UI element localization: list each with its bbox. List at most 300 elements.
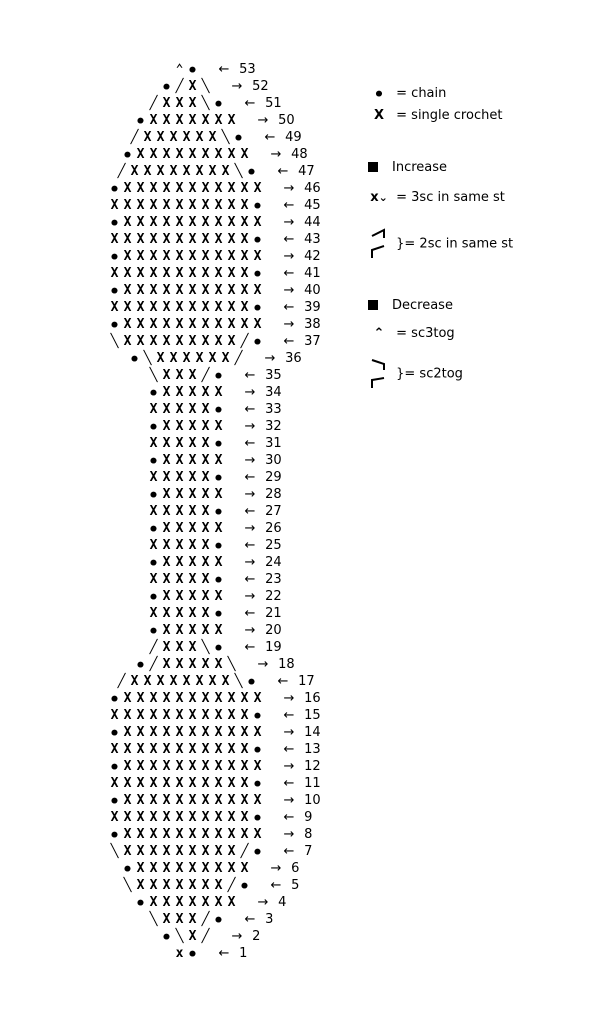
stitch: X xyxy=(240,708,249,723)
row-number: 43 xyxy=(300,232,321,247)
stitch: X xyxy=(110,708,119,723)
stitch: X xyxy=(214,793,223,808)
stitch: ╲ xyxy=(201,79,210,94)
row-direction-arrow: → xyxy=(283,215,295,230)
legend-decrease-sc2tog-text: }= sc2tog xyxy=(396,366,463,382)
stitch: X xyxy=(240,147,249,162)
chain-stitch: ⦁ xyxy=(254,232,261,247)
row-direction-arrow: ← xyxy=(277,164,289,179)
row-number: 6 xyxy=(287,861,300,876)
stitch: X xyxy=(169,351,178,366)
stitch: X xyxy=(240,232,249,247)
stitch: X xyxy=(201,844,210,859)
row-number: 7 xyxy=(300,844,313,859)
stitch: X xyxy=(175,436,184,451)
chain-stitch: ⦁ xyxy=(215,504,222,519)
stitch: X xyxy=(201,572,210,587)
stitch: X xyxy=(182,351,191,366)
stitch: X xyxy=(149,895,158,910)
row-number: 5 xyxy=(287,878,300,893)
stitch: X xyxy=(253,317,262,332)
stitch: X xyxy=(188,827,197,842)
stitch: X xyxy=(201,419,210,434)
legend-chain-text: = chain xyxy=(396,86,447,101)
stitch: X xyxy=(253,215,262,230)
stitch: X xyxy=(253,793,262,808)
stitch: X xyxy=(188,198,197,213)
chart-row xyxy=(121,857,299,874)
stitch: X xyxy=(201,504,210,519)
stitch: ╱ xyxy=(149,657,158,672)
chain-stitch: ⦁ xyxy=(163,929,170,944)
stitch: X xyxy=(136,742,145,757)
stitch: ╱ xyxy=(117,164,126,179)
stitch: X xyxy=(149,283,158,298)
chart-row xyxy=(147,636,282,653)
stitch: X xyxy=(208,130,217,145)
stitch: X xyxy=(201,266,210,281)
stitch: X xyxy=(143,130,152,145)
stitch: X xyxy=(110,300,119,315)
stitch: X xyxy=(188,504,197,519)
stitch: X xyxy=(201,657,210,672)
chart-row xyxy=(147,500,282,517)
stitch: X xyxy=(227,776,236,791)
row-direction-arrow: ← xyxy=(244,912,256,927)
row-number: 21 xyxy=(261,606,282,621)
stitch: X xyxy=(188,419,197,434)
row-direction-arrow: ← xyxy=(218,946,230,961)
row-direction-arrow: → xyxy=(244,589,256,604)
chart-row xyxy=(147,466,282,483)
stitch: X xyxy=(123,198,132,213)
stitch: ╲ xyxy=(234,164,243,179)
stitch: X xyxy=(201,878,210,893)
stitch: X xyxy=(175,776,184,791)
stitch: X xyxy=(162,453,171,468)
stitch: X xyxy=(201,606,210,621)
stitch: X xyxy=(201,249,210,264)
stitch: X xyxy=(175,232,184,247)
chart-row xyxy=(147,585,282,602)
stitch: X xyxy=(188,861,197,876)
legend-single-crochet-text: = single crochet xyxy=(396,108,503,123)
stitch: ╲ xyxy=(123,878,132,893)
stitch: X xyxy=(214,810,223,825)
stitch: X xyxy=(240,266,249,281)
chart-row xyxy=(121,874,299,891)
stitch: ⌃ xyxy=(175,62,184,77)
row-direction-arrow: ← xyxy=(277,674,289,689)
stitch: X xyxy=(175,793,184,808)
row-direction-arrow: ← xyxy=(244,606,256,621)
row-number: 31 xyxy=(261,436,282,451)
stitch: X xyxy=(175,572,184,587)
row-direction-arrow: → xyxy=(231,79,243,94)
stitch: X xyxy=(214,725,223,740)
stitch: ╲ xyxy=(201,96,210,111)
stitch: ╲ xyxy=(221,130,230,145)
stitch: X xyxy=(214,385,223,400)
chart-row xyxy=(173,58,256,75)
stitch: X xyxy=(227,827,236,842)
stitch: X xyxy=(175,419,184,434)
stitch: X xyxy=(195,674,204,689)
chart-row xyxy=(108,738,321,755)
chart-row xyxy=(147,483,282,500)
chart-row xyxy=(147,568,282,585)
stitch: X xyxy=(149,402,158,417)
stitch: X xyxy=(123,283,132,298)
stitch: X xyxy=(162,487,171,502)
stitch: ╱ xyxy=(240,334,249,349)
stitch: X xyxy=(149,572,158,587)
stitch: X xyxy=(162,215,171,230)
stitch: X xyxy=(123,266,132,281)
stitch: X xyxy=(227,793,236,808)
stitch: X xyxy=(188,300,197,315)
row-direction-arrow: ← xyxy=(244,368,256,383)
chart-row xyxy=(134,653,295,670)
chain-stitch: ⦁ xyxy=(111,691,118,706)
row-number: 52 xyxy=(248,79,269,94)
stitch: X xyxy=(136,334,145,349)
chain-stitch: ⦁ xyxy=(111,317,118,332)
chain-icon: ⦁ xyxy=(375,86,383,101)
stitch: X xyxy=(149,810,158,825)
chart-row xyxy=(108,823,312,840)
row-direction-arrow: ← xyxy=(244,640,256,655)
stitch: X xyxy=(201,759,210,774)
stitch: X xyxy=(175,555,184,570)
chain-stitch: ⦁ xyxy=(254,844,261,859)
stitch: X xyxy=(143,164,152,179)
stitch: X xyxy=(110,742,119,757)
row-number: 37 xyxy=(300,334,321,349)
stitch: X xyxy=(253,181,262,196)
stitch: X xyxy=(201,589,210,604)
row-number: 53 xyxy=(235,62,256,77)
stitch: X xyxy=(214,334,223,349)
stitch: X xyxy=(214,487,223,502)
chain-stitch: ⦁ xyxy=(150,419,157,434)
stitch: X xyxy=(149,215,158,230)
stitch: X xyxy=(188,895,197,910)
stitch: X xyxy=(201,436,210,451)
stitch: X xyxy=(188,317,197,332)
row-direction-arrow: → xyxy=(244,555,256,570)
chart-row xyxy=(108,313,321,330)
stitch: X xyxy=(169,130,178,145)
stitch: X xyxy=(123,181,132,196)
stitch: X xyxy=(136,215,145,230)
stitch: X xyxy=(156,674,165,689)
stitch: X xyxy=(227,895,236,910)
stitch: X xyxy=(188,181,197,196)
chart-row xyxy=(108,755,321,772)
chain-stitch: ⦁ xyxy=(137,657,144,672)
row-direction-arrow: ← xyxy=(283,742,295,757)
stitch: X xyxy=(240,300,249,315)
chart-row xyxy=(115,670,315,687)
stitch: ╲ xyxy=(175,929,184,944)
stitch: X xyxy=(188,249,197,264)
row-number: 51 xyxy=(261,96,282,111)
chain-stitch: ⦁ xyxy=(254,300,261,315)
row-direction-arrow: ← xyxy=(264,130,276,145)
row-number: 26 xyxy=(261,521,282,536)
stitch: X xyxy=(175,300,184,315)
stitch: X xyxy=(214,589,223,604)
stitch: X xyxy=(188,436,197,451)
row-direction-arrow: ← xyxy=(283,708,295,723)
chain-stitch: ⦁ xyxy=(189,62,196,77)
row-number: 15 xyxy=(300,708,321,723)
stitch: X xyxy=(149,266,158,281)
stitch: ╱ xyxy=(234,351,243,366)
stitch: X xyxy=(162,878,171,893)
chart-row xyxy=(108,177,321,194)
stitch: X xyxy=(162,657,171,672)
stitch: X xyxy=(195,164,204,179)
stitch: X xyxy=(227,844,236,859)
row-number: 23 xyxy=(261,572,282,587)
stitch: X xyxy=(201,776,210,791)
stitch: ╱ xyxy=(240,844,249,859)
stitch: X xyxy=(162,113,171,128)
stitch: X xyxy=(162,759,171,774)
stitch: X xyxy=(188,266,197,281)
chart-row xyxy=(108,211,321,228)
stitch: X xyxy=(136,861,145,876)
stitch: X xyxy=(123,249,132,264)
row-number: 19 xyxy=(261,640,282,655)
row-direction-arrow: → xyxy=(231,929,243,944)
row-number: 48 xyxy=(287,147,308,162)
stitch: X xyxy=(162,623,171,638)
stitch: X xyxy=(123,300,132,315)
stitch: X xyxy=(208,674,217,689)
stitch: X xyxy=(188,572,197,587)
row-number: 11 xyxy=(300,776,321,791)
stitch: X xyxy=(253,691,262,706)
stitch: X xyxy=(130,674,139,689)
stitch: X xyxy=(136,708,145,723)
stitch: X xyxy=(188,385,197,400)
stitch: X xyxy=(136,776,145,791)
stitch: X xyxy=(214,453,223,468)
row-direction-arrow: ← xyxy=(283,232,295,247)
stitch: X xyxy=(227,725,236,740)
stitch: X xyxy=(188,606,197,621)
row-number: 33 xyxy=(261,402,282,417)
row-direction-arrow: → xyxy=(270,147,282,162)
stitch: X xyxy=(162,793,171,808)
row-direction-arrow: → xyxy=(244,453,256,468)
row-number: 32 xyxy=(261,419,282,434)
stitch: X xyxy=(123,691,132,706)
legend-chain xyxy=(366,86,446,101)
stitch: X xyxy=(214,283,223,298)
row-direction-arrow: → xyxy=(283,827,295,842)
row-direction-arrow: ← xyxy=(244,402,256,417)
stitch: X xyxy=(149,249,158,264)
stitch: X xyxy=(188,521,197,536)
stitch: X xyxy=(175,810,184,825)
chart-row xyxy=(147,449,282,466)
chain-stitch: ⦁ xyxy=(215,606,222,621)
stitch: X xyxy=(195,351,204,366)
stitch: X xyxy=(175,742,184,757)
stitch: X xyxy=(175,912,184,927)
stitch: X xyxy=(110,266,119,281)
stitch: X xyxy=(136,147,145,162)
stitch: X xyxy=(214,198,223,213)
stitch: ╲ xyxy=(234,674,243,689)
stitch: X xyxy=(240,742,249,757)
row-direction-arrow: → xyxy=(264,351,276,366)
stitch: ╱ xyxy=(227,878,236,893)
chain-stitch: ⦁ xyxy=(124,861,131,876)
row-direction-arrow: → xyxy=(283,249,295,264)
stitch: X xyxy=(188,708,197,723)
row-number: 41 xyxy=(300,266,321,281)
chain-stitch: ⦁ xyxy=(215,538,222,553)
stitch: X xyxy=(214,113,223,128)
legend-decrease-sc3tog-text: = sc3tog xyxy=(396,326,455,341)
stitch: X xyxy=(253,249,262,264)
stitch: X xyxy=(175,878,184,893)
chain-stitch: ⦁ xyxy=(131,351,138,366)
row-direction-arrow: → xyxy=(244,385,256,400)
stitch: X xyxy=(201,691,210,706)
chart-row xyxy=(108,194,321,211)
stitch: X xyxy=(214,844,223,859)
stitch: X xyxy=(227,810,236,825)
stitch: X xyxy=(123,232,132,247)
stitch: X xyxy=(123,215,132,230)
stitch: X xyxy=(175,504,184,519)
row-direction-arrow: ← xyxy=(244,504,256,519)
stitch: X xyxy=(149,181,158,196)
row-direction-arrow: → xyxy=(283,181,295,196)
chart-row xyxy=(147,602,282,619)
stitch: X xyxy=(201,793,210,808)
stitch: X xyxy=(227,759,236,774)
stitch: X xyxy=(162,402,171,417)
stitch: X xyxy=(136,300,145,315)
chart-row xyxy=(108,704,321,721)
stitch: X xyxy=(227,215,236,230)
stitch: X xyxy=(188,470,197,485)
chain-stitch: ⦁ xyxy=(248,164,255,179)
stitch: X xyxy=(253,283,262,298)
chain-stitch: ⦁ xyxy=(111,827,118,842)
chain-stitch: ⦁ xyxy=(111,181,118,196)
stitch: X xyxy=(227,198,236,213)
stitch: X xyxy=(240,283,249,298)
stitch: X xyxy=(201,538,210,553)
chart-row xyxy=(147,381,282,398)
stitch: X xyxy=(182,130,191,145)
stitch: X xyxy=(188,232,197,247)
row-direction-arrow: ← xyxy=(283,844,295,859)
stitch: X xyxy=(162,470,171,485)
stitch: X xyxy=(162,895,171,910)
stitch: X xyxy=(149,147,158,162)
stitch: X xyxy=(188,215,197,230)
single-crochet-icon: X xyxy=(373,108,385,123)
stitch: X xyxy=(214,878,223,893)
stitch: X xyxy=(136,232,145,247)
stitch: X xyxy=(149,725,158,740)
row-number: 17 xyxy=(294,674,315,689)
chain-stitch: ⦁ xyxy=(150,453,157,468)
stitch: X xyxy=(149,861,158,876)
stitch: X xyxy=(175,96,184,111)
stitch: X xyxy=(188,538,197,553)
stitch: X xyxy=(188,657,197,672)
stitch: X xyxy=(136,878,145,893)
stitch: X xyxy=(123,827,132,842)
chain-stitch: ⦁ xyxy=(150,487,157,502)
stitch: ╲ xyxy=(110,334,119,349)
stitch: X xyxy=(123,725,132,740)
chain-stitch: ⦁ xyxy=(150,385,157,400)
stitch: X xyxy=(214,691,223,706)
stitch: X xyxy=(214,708,223,723)
row-direction-arrow: ← xyxy=(244,96,256,111)
stitch: X xyxy=(201,470,210,485)
stitch: X xyxy=(240,725,249,740)
chart-row xyxy=(121,143,308,160)
stitch: X xyxy=(188,929,197,944)
legend-increase-2sc xyxy=(366,226,513,262)
stitch: X xyxy=(136,198,145,213)
stitch: X xyxy=(201,487,210,502)
chart-row xyxy=(147,619,282,636)
row-number: 18 xyxy=(274,657,295,672)
stitch: X xyxy=(162,334,171,349)
row-number: 49 xyxy=(281,130,302,145)
stitch: X xyxy=(227,232,236,247)
stitch: X xyxy=(110,198,119,213)
stitch: X xyxy=(214,317,223,332)
stitch: X xyxy=(149,708,158,723)
stitch: X xyxy=(227,334,236,349)
stitch: X xyxy=(227,249,236,264)
increase-2sc-icon xyxy=(366,226,392,262)
stitch: X xyxy=(123,759,132,774)
row-number: 8 xyxy=(300,827,313,842)
stitch: X xyxy=(221,164,230,179)
stitch: X xyxy=(136,827,145,842)
stitch: X xyxy=(201,861,210,876)
stitch: X xyxy=(149,827,158,842)
stitch: X xyxy=(201,215,210,230)
chart-row xyxy=(108,279,321,296)
chain-stitch: ⦁ xyxy=(254,742,261,757)
stitch: X xyxy=(175,623,184,638)
stitch: X xyxy=(162,776,171,791)
chart-row xyxy=(115,160,315,177)
stitch: ╲ xyxy=(201,640,210,655)
stitch: X xyxy=(175,385,184,400)
chart-row xyxy=(147,92,282,109)
stitch: X xyxy=(214,181,223,196)
stitch: X xyxy=(162,912,171,927)
chain-stitch: ⦁ xyxy=(254,198,261,213)
